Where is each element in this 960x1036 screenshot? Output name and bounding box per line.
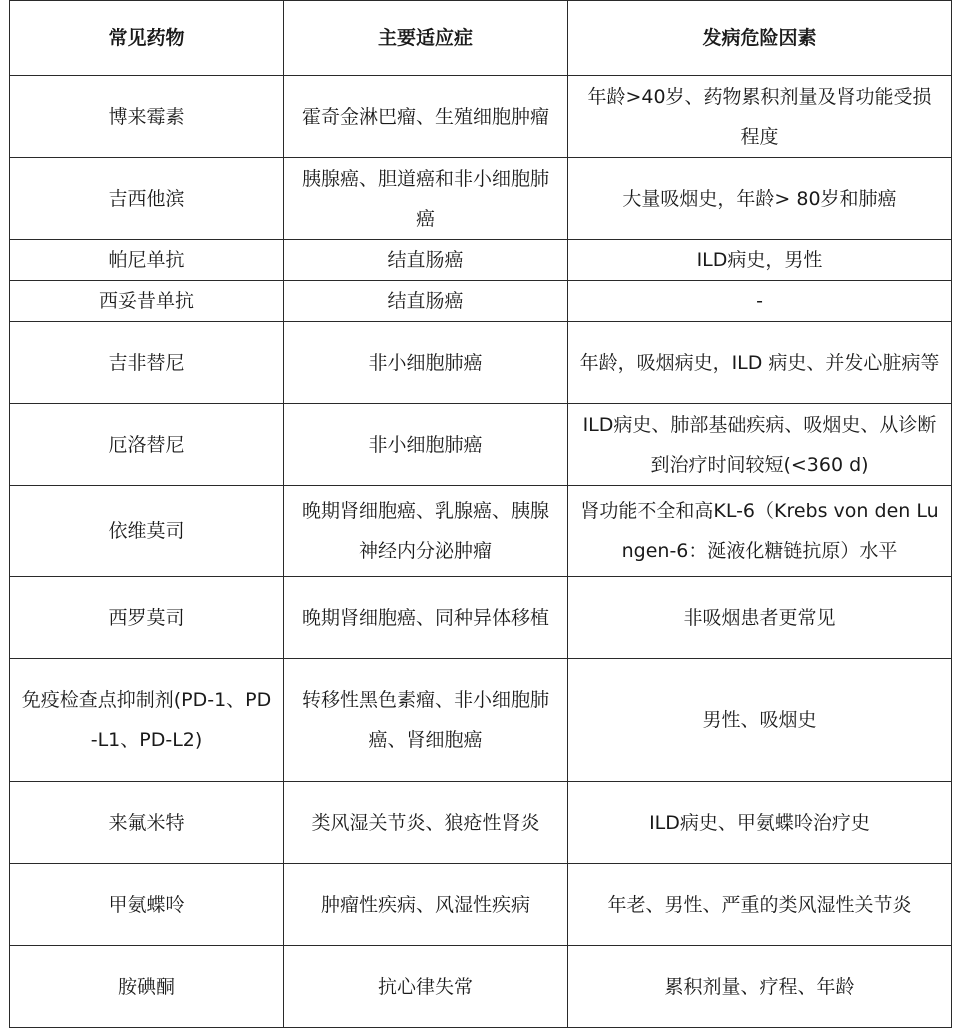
drug-cell: 胺碘酮 <box>10 946 284 1028</box>
drug-cell: 甲氨蝶呤 <box>10 864 284 946</box>
risk-cell: 累积剂量、疗程、年龄 <box>568 946 952 1028</box>
indication-cell: 非小细胞肺癌 <box>284 322 568 404</box>
table-row <box>10 486 952 577</box>
indication-cell: 晚期肾细胞癌、乳腺癌、胰腺神经内分泌肿瘤 <box>284 486 568 577</box>
table-row <box>10 577 952 659</box>
indication-cell: 晚期肾细胞癌、同种异体移植 <box>284 577 568 659</box>
indication-cell: 结直肠癌 <box>284 281 568 322</box>
risk-cell: ILD病史、肺部基础疾病、吸烟史、从诊断到治疗时间较短(<360 d) <box>568 404 952 486</box>
header-indication: 主要适应症 <box>284 1 568 76</box>
indication-cell: 结直肠癌 <box>284 240 568 281</box>
risk-cell: 年龄>40岁、药物累积剂量及肾功能受损程度 <box>568 76 952 158</box>
indication-cell: 霍奇金淋巴瘤、生殖细胞肿瘤 <box>284 76 568 158</box>
header-risk-factors: 发病危险因素 <box>568 1 952 76</box>
risk-cell: 男性、吸烟史 <box>568 659 952 782</box>
drug-cell: 吉西他滨 <box>10 158 284 240</box>
indication-cell: 非小细胞肺癌 <box>284 404 568 486</box>
risk-cell: 肾功能不全和高KL-6（Krebs von den Lungen-6：涎液化糖链抗原）水平 <box>568 486 952 577</box>
drug-cell: 厄洛替尼 <box>10 404 284 486</box>
risk-cell: ILD病史、甲氨蝶呤治疗史 <box>568 782 952 864</box>
risk-cell: 大量吸烟史，年龄> 80岁和肺癌 <box>568 158 952 240</box>
table-row <box>10 281 952 322</box>
drug-cell: 依维莫司 <box>10 486 284 577</box>
table-row <box>10 76 952 158</box>
table-row <box>10 240 952 281</box>
drug-cell: 吉非替尼 <box>10 322 284 404</box>
risk-cell: ILD病史，男性 <box>568 240 952 281</box>
indication-cell: 胰腺癌、胆道癌和非小细胞肺癌 <box>284 158 568 240</box>
indication-cell: 转移性黑色素瘤、非小细胞肺癌、肾细胞癌 <box>284 659 568 782</box>
drug-cell: 帕尼单抗 <box>10 240 284 281</box>
table-row <box>10 782 952 864</box>
drug-table <box>9 0 952 1028</box>
table-row <box>10 404 952 486</box>
drug-cell: 西妥昔单抗 <box>10 281 284 322</box>
drug-cell: 来氟米特 <box>10 782 284 864</box>
table-row <box>10 659 952 782</box>
header-drug: 常见药物 <box>10 1 284 76</box>
table-row <box>10 864 952 946</box>
indication-cell: 肿瘤性疾病、风湿性疾病 <box>284 864 568 946</box>
drug-cell: 免疫检查点抑制剂(PD-1、PD-L1、PD-L2) <box>10 659 284 782</box>
header-row <box>10 1 952 76</box>
table-row <box>10 158 952 240</box>
risk-cell: 年老、男性、严重的类风湿性关节炎 <box>568 864 952 946</box>
risk-cell: - <box>568 281 952 322</box>
indication-cell: 抗心律失常 <box>284 946 568 1028</box>
table-row <box>10 322 952 404</box>
risk-cell: 非吸烟患者更常见 <box>568 577 952 659</box>
drug-cell: 博来霉素 <box>10 76 284 158</box>
risk-cell: 年龄，吸烟病史，ILD 病史、并发心脏病等 <box>568 322 952 404</box>
indication-cell: 类风湿关节炎、狼疮性肾炎 <box>284 782 568 864</box>
table-row <box>10 946 952 1028</box>
drug-cell: 西罗莫司 <box>10 577 284 659</box>
